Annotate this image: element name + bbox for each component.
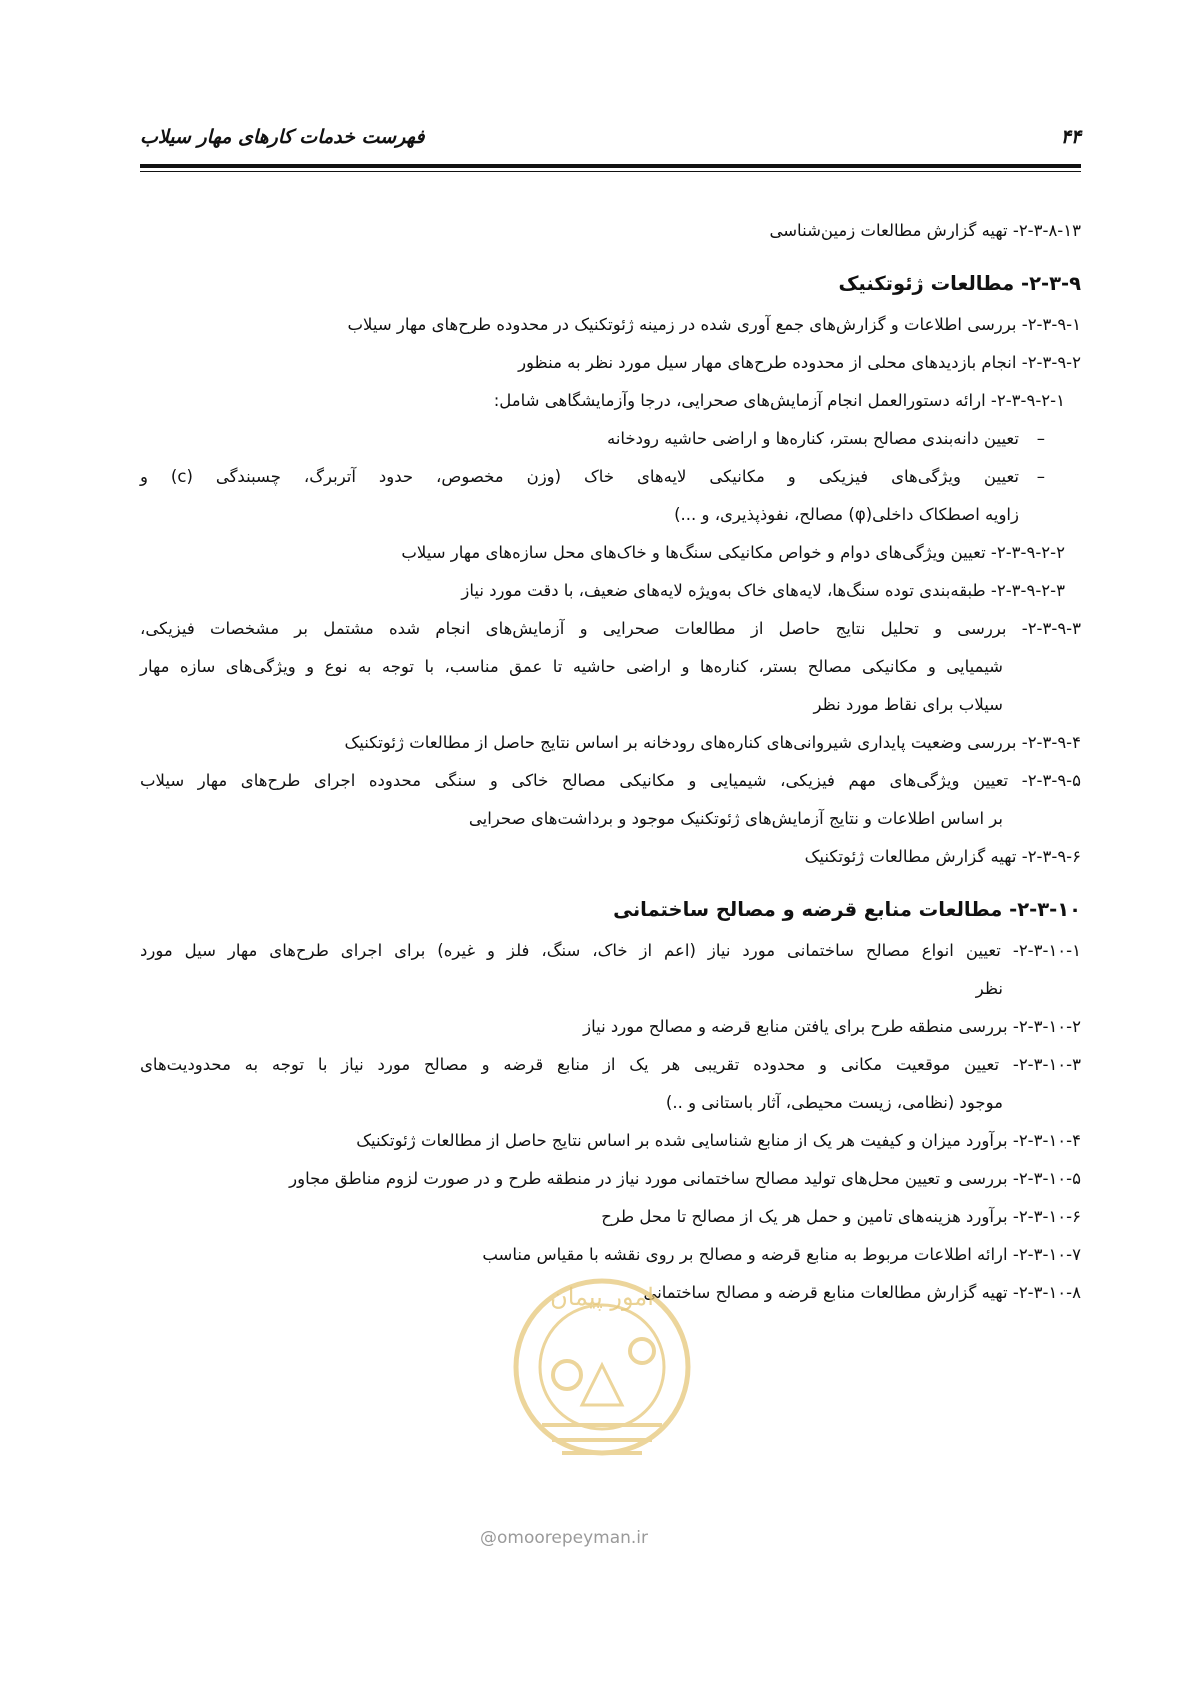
paragraph-line: ۲-۳-۹-۲- انجام بازدیدهای محلی از محدوده طرح‌های مهار سیل مورد نظر به منظور [518,353,1081,372]
bullet-dash: – [1036,429,1045,448]
paragraph-line: ۲-۳-۹-۶- تهیه گزارش مطالعات ژئوتکنیک [804,847,1081,866]
paragraph-line: ۲-۳-۹-۲-۱- ارائه دستورالعمل انجام آزمایش‌های صحرایی، درجا وآزمایشگاهی شامل: [493,391,1065,410]
bullet-continuation: زاویه اصطکاک داخلی(φ) مصالح، نفوذپذیری، و ...) [674,505,1019,524]
paragraph-line: ۲-۳-۱۰-۶- برآورد هزینه‌های تامین و حمل هر یک از مصالح تا محل طرح [601,1207,1081,1226]
paragraph-line: ۲-۳-۹-۱- بررسی اطلاعات و گزارش‌های جمع آوری شده در زمینه ژئوتکنیک در محدوده طرح‌های مهار سیلاب [347,315,1081,334]
paragraph-line: نظر [975,979,1003,998]
section-heading-geotechnical: ۲-۳-۹- مطالعات ژئوتکنیک [838,272,1081,295]
bullet-item [140,458,1081,496]
section-heading-borrow-materials: ۲-۳-۱۰- مطالعات منابع قرضه و مصالح ساختمانی [613,898,1081,921]
watermark-url: @omoorepeyman.ir [480,1528,649,1548]
running-title: فهرست خدمات کارهای مهار سیلاب [140,126,425,148]
paragraph-line: ۲-۳-۸-۱۳- تهیه گزارش مطالعات زمین‌شناسی [769,221,1081,240]
watermark-logo-text: امور پیمان [550,1283,654,1311]
paragraph-line: شیمیایی و مکانیکی مصالح بستر، کناره‌ها و اراضی حاشیه تا عمق مناسب، با توجه به نوع و ویژگی‌های سازه مهار [140,657,1003,676]
page-header [140,126,1081,166]
paragraph-line: ۲-۳-۹-۵- تعیین ویژگی‌های مهم فیزیکی، شیمیایی و مکانیکی مصالح خاکی و سنگی محدوده اجرای طرح‌های مهار سیلاب [140,771,1081,790]
paragraph-line: ۲-۳-۱۰-۸- تهیه گزارش مطالعات منابع قرضه و مصالح ساختمانی [643,1283,1081,1302]
bullet-text: تعیین دانه‌بندی مصالح بستر، کناره‌ها و اراضی حاشیه رودخانه [606,429,1019,448]
bullet-item [140,420,1081,458]
paragraph-line: ۲-۳-۹-۳- بررسی و تحلیل نتایج حاصل از مطالعات صحرایی و آزمایش‌های انجام شده مشتمل بر مشخصات فیزیکی، [140,619,1081,638]
paragraph-line: سیلاب برای نقاط مورد نظر [813,695,1003,714]
paragraph-line: ۲-۳-۱۰-۲- بررسی منطقه طرح برای یافتن منابع قرضه و مصالح مورد نیاز [583,1017,1081,1036]
bullet-dash: – [1036,467,1045,486]
paragraph-line: ۲-۳-۱۰-۱- تعیین انواع مصالح ساختمانی مورد نیاز (اعم از خاک، سنگ، فلز و غیره) برای اجرای طرح‌های مهار سیل مورد [140,941,1081,960]
page-number: ۴۴ [1060,126,1081,148]
paragraph-line: ۲-۳-۹-۲-۳- طبقه‌بندی توده سنگ‌ها، لایه‌های خاک به‌ویژه لایه‌های ضعیف، با دقت مورد نیاز [461,581,1065,600]
header-rule-thin [140,171,1081,172]
paragraph-line: ۲-۳-۹-۲-۲- تعیین ویژگی‌های دوام و خواص مکانیکی سنگ‌ها و خاک‌های محل سازه‌های مهار سیلاب [401,543,1065,562]
paragraph-line: ۲-۳-۱۰-۴- برآورد میزان و کیفیت هر یک از منابع شناسایی شده بر اساس نتایج حاصل از مطالعات ژئوتکنیک [356,1131,1081,1150]
paragraph-line: ۲-۳-۱۰-۷- ارائه اطلاعات مربوط به منابع قرضه و مصالح بر روی نقشه با مقیاس مناسب [482,1245,1081,1264]
paragraph-line: بر اساس اطلاعات و نتایج آزمایش‌های ژئوتکنیک موجود و برداشت‌های صحرایی [468,809,1003,828]
body-text [140,212,1081,1312]
paragraph-line: ۲-۳-۱۰-۳- تعیین موقعیت مکانی و محدوده تقریبی هر یک از منابع قرضه و مصالح مورد نیاز با توجه به محدودیت‌های [140,1055,1081,1074]
header-rule-thick [140,164,1081,168]
paragraph-line: ۲-۳-۱۰-۵- بررسی و تعیین محل‌های تولید مصالح ساختمانی مورد نیاز در منطقه طرح و در صورت لزوم مناطق مجاور [289,1169,1081,1188]
paragraph-line: موجود (نظامی، زیست محیطی، آثار باستانی و ..) [665,1093,1003,1112]
bullet-text: تعیین ویژگی‌های فیزیکی و مکانیکی لایه‌های خاک (وزن مخصوص، حدود آتربرگ، چسبندگی (c) و [140,467,1019,486]
paragraph-line: ۲-۳-۹-۴- بررسی وضعیت پایداری شیروانی‌های کناره‌های رودخانه بر اساس نتایج حاصل از مطالعات ژئوتکنیک [344,733,1081,752]
